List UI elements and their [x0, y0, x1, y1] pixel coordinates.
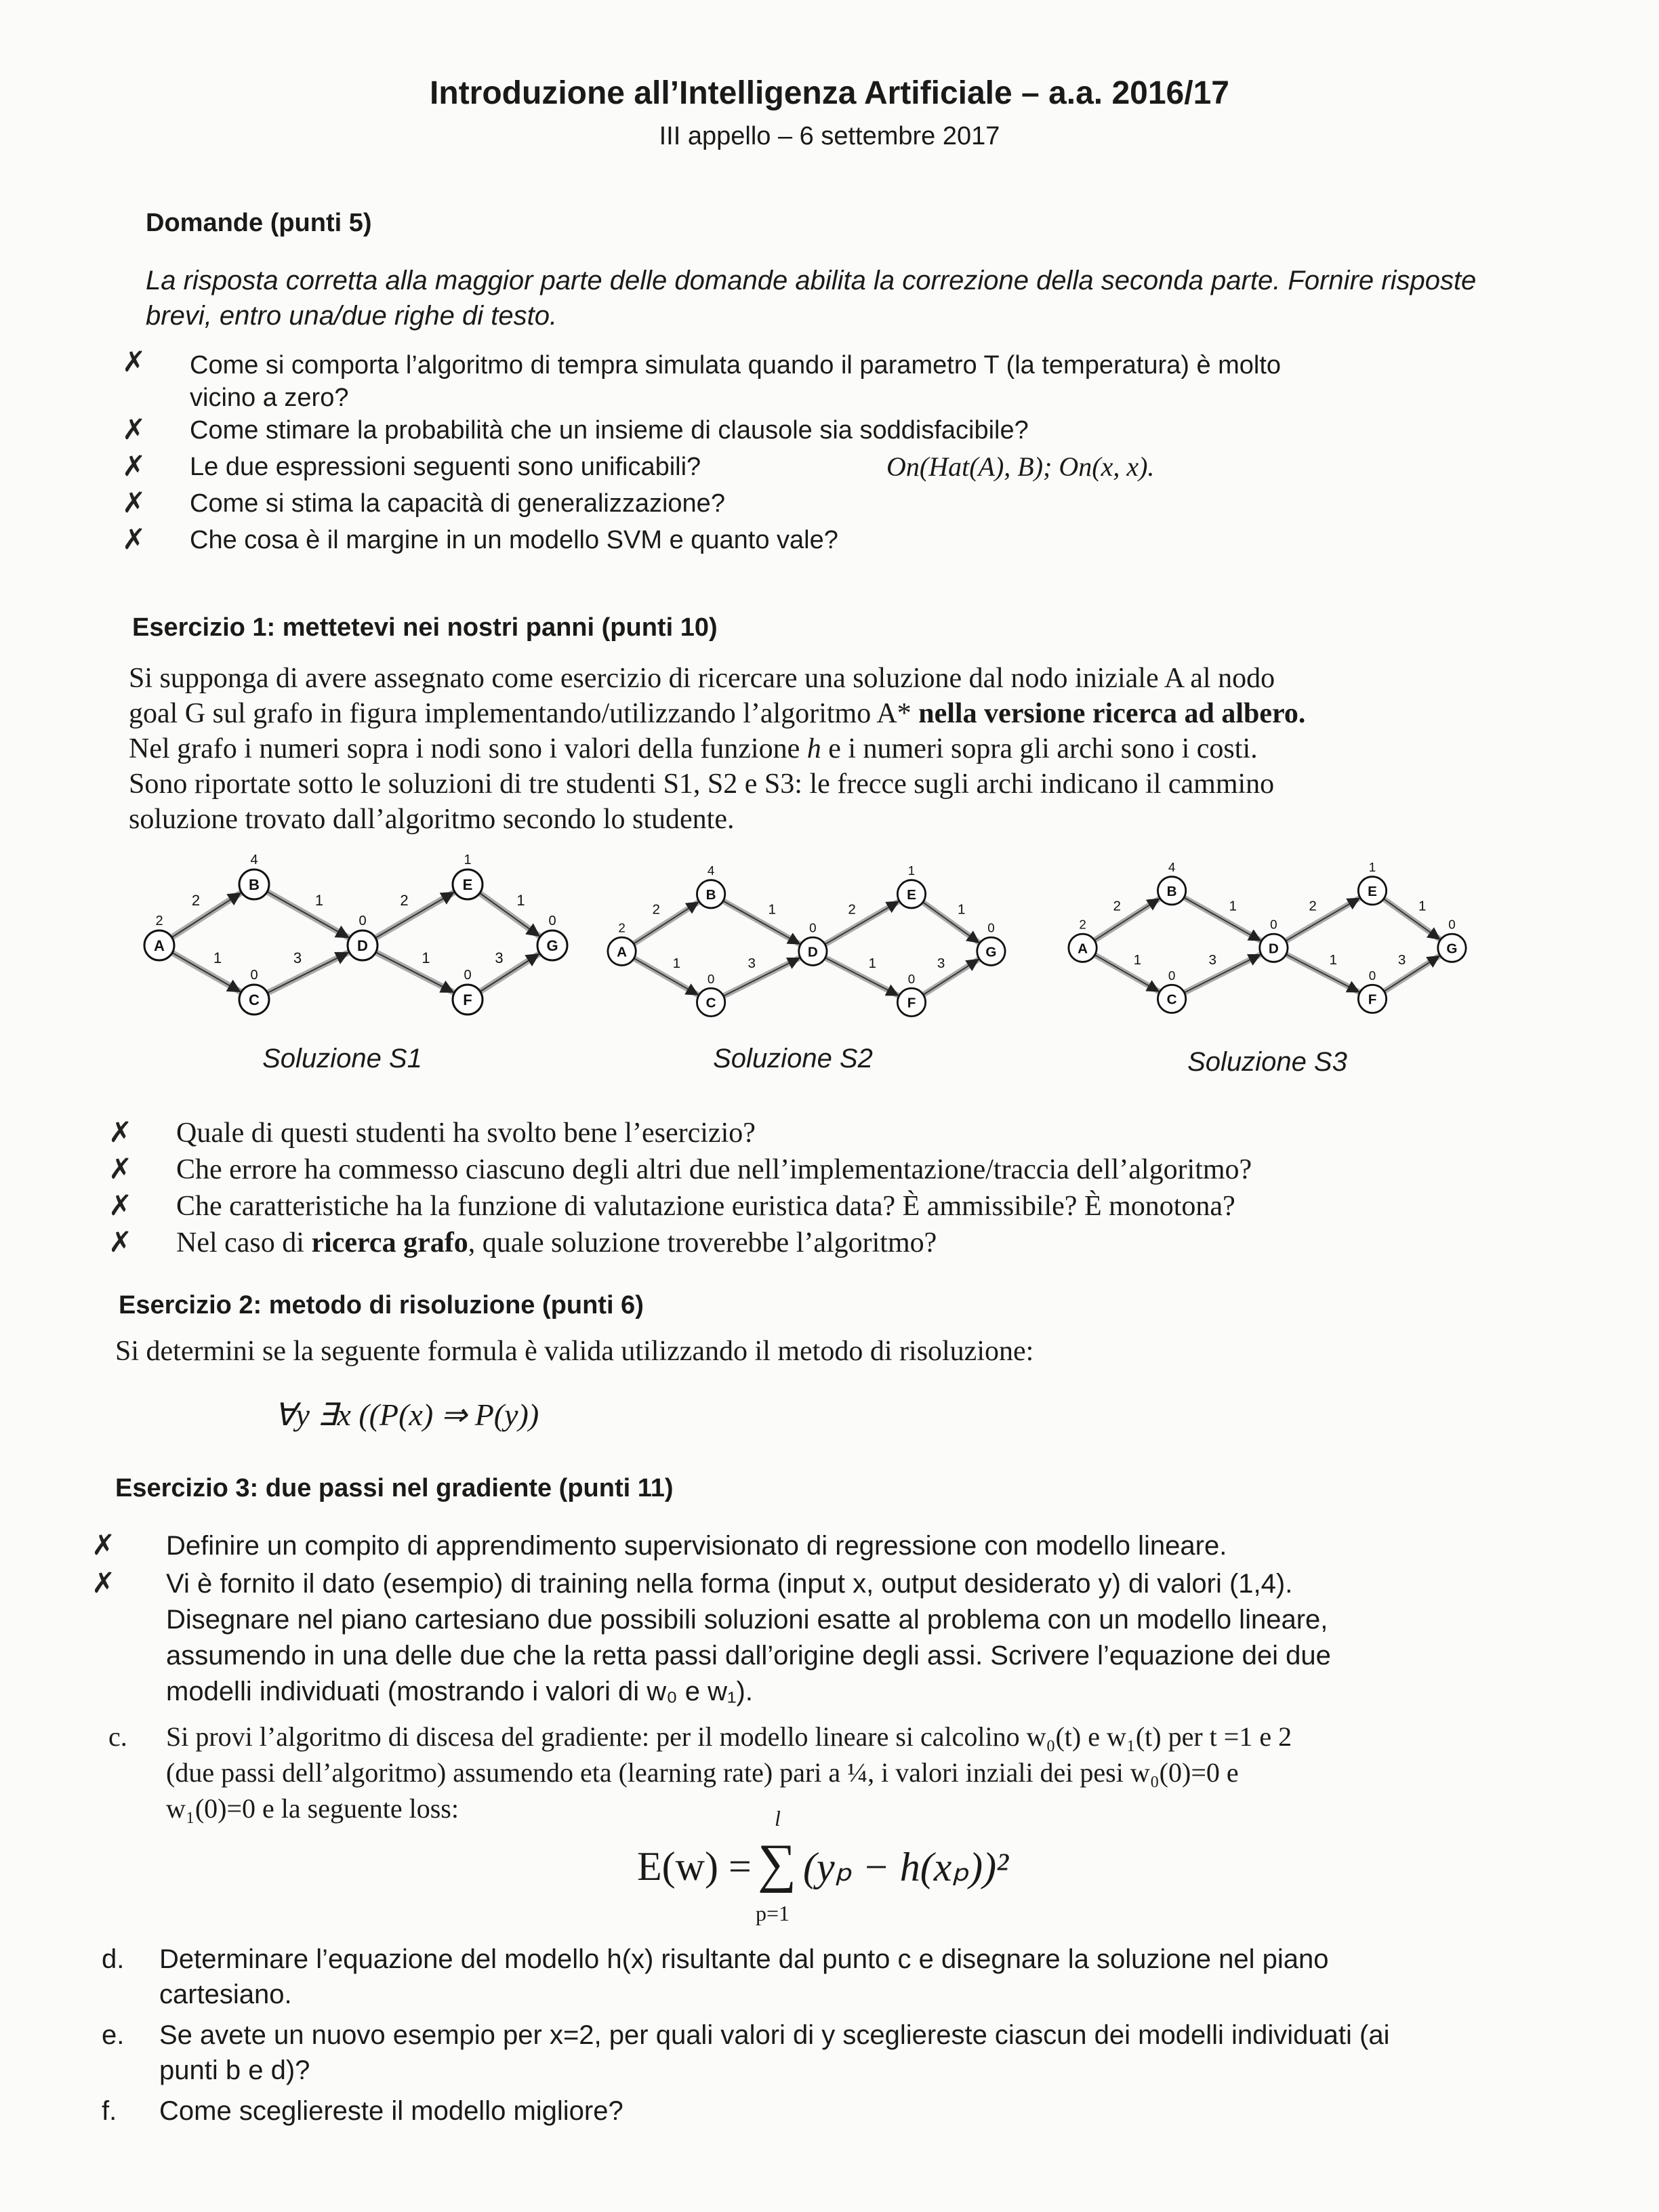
node-label-G: G: [546, 937, 558, 954]
edge-arrow-AB: [172, 894, 240, 937]
loss-lhs: E(w) =: [637, 1844, 752, 1889]
question-4: ✗ Come si stima la capacità di generalizzazione?: [122, 488, 725, 519]
node-label-D: D: [1268, 941, 1279, 957]
edge-arrow-CD: [268, 954, 347, 994]
node-h-A: 2: [1079, 917, 1086, 932]
edge-arrow-DF: [825, 958, 897, 994]
node-label-A: A: [617, 944, 628, 960]
es2-formula: ∀y ∃x ((P(x) ⇒ P(y)): [274, 1397, 539, 1432]
node-label-C: C: [1166, 991, 1177, 1008]
edge-cost-DF: 1: [1329, 952, 1337, 968]
loss-sum: ∑: [758, 1834, 797, 1893]
caption-s2: Soluzione S2: [713, 1044, 873, 1073]
node-label-D: D: [807, 944, 818, 960]
crossed-marker: ✗: [108, 1227, 133, 1258]
node-label-G: G: [1446, 941, 1458, 957]
edge-cost-AB: 2: [1113, 898, 1122, 914]
edge-arrow-AB: [634, 903, 697, 943]
loss-rhs: (yₚ − h(xₚ))²: [803, 1845, 1009, 1889]
node-h-B: 4: [1168, 860, 1176, 875]
node-label-E: E: [1368, 883, 1377, 899]
es3-item-f: f. Come scegliereste il modello migliore?: [102, 2096, 623, 2126]
edge-arrow-FG: [480, 955, 538, 991]
edge-arrow-EG: [480, 893, 538, 935]
edge-cost-DE: 2: [400, 892, 409, 909]
edge-cost-DE: 2: [1309, 898, 1317, 914]
page-title: Introduzione all’Intelligenza Artificiale – a.a. 2016/17: [430, 75, 1229, 111]
crossed-marker: ✗: [108, 1191, 133, 1222]
graph-solution-s1: [132, 844, 579, 1020]
node-h-F: 0: [907, 971, 916, 986]
edge-cost-CD: 3: [1208, 952, 1216, 968]
node-h-G: 0: [1448, 917, 1456, 932]
node-h-F: 0: [1368, 968, 1376, 983]
edge-arrow-CD: [724, 959, 798, 996]
edge-arrow-BD: [267, 892, 347, 937]
crossed-marker: ✗: [122, 451, 146, 483]
node-h-G: 0: [987, 920, 995, 935]
edge-arrow-EG: [923, 902, 978, 941]
node-label-E: E: [907, 886, 916, 903]
node-h-E: 1: [1368, 860, 1376, 875]
es1-question-a: ✗ Quale di questi studenti ha svolto bene l’esercizio?: [108, 1115, 1565, 1151]
node-h-F: 0: [464, 968, 472, 983]
es3-item-b: ✗ Vi è fornito il dato (esempio) di training nella forma (input x, output desiderato y) di valori (1,4).: [81, 1566, 1572, 1602]
edge-arrow-AC: [634, 958, 697, 994]
es1-questions: [108, 1115, 1565, 1261]
loss-lower: p=1: [756, 1901, 790, 1925]
edge-arrow-DE: [1286, 899, 1358, 941]
node-label-G: G: [985, 944, 997, 960]
node-label-F: F: [907, 995, 916, 1011]
question-2: ✗ Come stimare la probabilità che un insieme di clausole sia soddisfacibile?: [122, 415, 1029, 446]
edge-arrow-DE: [375, 893, 452, 938]
es2-text: Si determini se la seguente formula è valida utilizzando il metodo di risoluzione:: [115, 1336, 1034, 1367]
node-h-B: 4: [707, 863, 715, 878]
node-h-E: 1: [464, 853, 472, 867]
crossed-marker: ✗: [122, 415, 146, 446]
edge-cost-AC: 1: [1133, 952, 1142, 968]
node-label-B: B: [1166, 883, 1177, 899]
node-h-C: 0: [707, 971, 715, 986]
edge-cost-EG: 1: [516, 892, 525, 909]
edge-cost-CD: 3: [747, 956, 756, 972]
edge-arrow-EG: [1384, 899, 1439, 938]
es2-heading: Esercizio 2: metodo di risoluzione (punti 6): [119, 1291, 644, 1319]
question-1: ✗ Come si comporta l’algoritmo di tempra simulata quando il parametro T (la temperatura) è molto: [122, 347, 1282, 380]
node-label-B: B: [249, 876, 260, 893]
edge-arrow-BD: [1184, 897, 1259, 939]
loss-upper: l: [775, 1806, 781, 1830]
edge-arrow-AC: [172, 953, 239, 991]
node-label-C: C: [249, 991, 260, 1008]
es3-item-d: d. Determinare l’equazione del modello h(x) risultante dal punto c e disegnare la soluzione nel piano: [102, 1944, 1329, 1974]
node-h-A: 2: [618, 920, 626, 935]
es3-item-e: e. Se avete un nuovo esempio per x=2, per quali valori di y scegliereste ciascun dei modelli individuati (ai: [102, 2020, 1390, 2050]
es3-heading: Esercizio 3: due passi nel gradiente (punti 11): [115, 1474, 674, 1502]
node-label-C: C: [705, 995, 716, 1011]
domande-list: [122, 349, 1545, 560]
edge-cost-AC: 1: [672, 956, 681, 972]
edge-cost-AB: 2: [191, 892, 201, 909]
node-h-B: 4: [250, 853, 258, 867]
node-label-D: D: [357, 937, 368, 954]
edge-cost-AB: 2: [652, 901, 661, 918]
node-h-C: 0: [250, 968, 258, 983]
crossed-marker: ✗: [122, 347, 146, 378]
es1-question-c: ✗ Che caratteristiche ha la funzione di valutazione euristica data? È ammissibile? È monotona?: [108, 1188, 1565, 1225]
es3-items: ✗ Definire un compito di apprendimento supervisionato di regressione con modello lineare. ✗ Vi è fornito il dato (esempio) di training nella forma (input x, output desiderato y) di valori (1,4). Disegnare nel piano cartesiano due possibili soluzioni esatte al problema con un modello lineare, assumendo in una delle due che la retta passi dall’origine degli assi. Scrivere l’equazione dei due modelli individuati (mostrando i valori di w₀ e w₁). c. Si provi l’algoritmo di discesa del gradiente: per il modello lineare si calcolino w₀(t) e w₁(t) per t =1 e 2 (due passi dell’algoritmo) assumendo eta (learning rate) pari a ¼, i valori inziali dei pesi w₀(0)=0 e w₁(0)=0 e la seguente loss:: [81, 1528, 1572, 1826]
edge-arrow-AB: [1094, 899, 1158, 940]
edge-cost-BD: 1: [314, 892, 324, 909]
page-subtitle: III appello – 6 settembre 2017: [659, 122, 1000, 150]
edge-cost-FG: 3: [495, 949, 504, 966]
es3-items-2: d. Determinare l’equazione del modello h(x) risultante dal punto c e disegnare la soluzione nel piano cartesiano. e. Se avete un nuovo esempio per x=2, per quali valori di y scegliereste ciascun dei modelli individuati (ai punti b e d)? f. Come scegliereste il modello migliore?: [102, 1942, 1593, 2129]
graph-solution-s3: [1057, 851, 1477, 1020]
domande-intro: La risposta corretta alla maggior parte delle domande abilita la correzione della seconda parte. Fornire risposte brevi, entro una/due righe di testo.: [146, 266, 1477, 331]
edge-cost-BD: 1: [1229, 898, 1237, 914]
node-label-B: B: [705, 886, 716, 903]
edge-arrow-AC: [1095, 955, 1158, 991]
question-3: ✗ Le due espressioni seguenti sono unificabili? On(Hat(A), B); On(x, x).: [122, 451, 1155, 483]
question-5: ✗ Che cosa è il margine in un modello SVM e quanto vale?: [122, 525, 838, 556]
domande-heading: Domande (punti 5): [146, 209, 372, 237]
node-label-F: F: [463, 991, 472, 1008]
edge-cost-AC: 1: [213, 949, 222, 966]
es1-text: Si supponga di avere assegnato come esercizio di ricercare una soluzione dal nodo iniziale A al nodo goal G sul grafo in figura implementando/utilizzando l’algoritmo A* nella versione ricerca ad albero. Nel grafo i numeri sopra i nodi sono i valori della funzione h e i numeri sopra gli archi sono i costi. Sono riportate sotto le soluzioni di tre studenti S1, S2 e S3: le frecce sugli archi indicano il cammino soluzione trovato dall’algoritmo secondo lo studente.: [129, 663, 1306, 835]
edge-arrow-DF: [376, 952, 452, 991]
node-label-A: A: [154, 937, 165, 954]
question-1-cont: vicino a zero?: [190, 384, 349, 412]
crossed-marker: ✗: [122, 488, 146, 519]
es3-item-c: c. Si provi l’algoritmo di discesa del gradiente: per il modello lineare si calcolino w₀(t) e w₁(t) per t =1 e 2: [108, 1721, 1292, 1752]
edge-cost-EG: 1: [957, 901, 966, 918]
edge-arrow-CD: [1185, 956, 1259, 993]
es1-heading: Esercizio 1: mettetevi nei nostri panni (punti 10): [132, 613, 718, 642]
edge-cost-FG: 3: [937, 956, 945, 972]
crossed-marker: ✗: [108, 1118, 133, 1149]
edge-cost-BD: 1: [768, 901, 777, 918]
caption-s1: Soluzione S1: [262, 1044, 422, 1073]
es3-item-a: ✗ Definire un compito di apprendimento supervisionato di regressione con modello lineare.: [81, 1528, 1572, 1566]
edge-arrow-FG: [1384, 957, 1437, 991]
crossed-marker: ✗: [122, 525, 146, 556]
crossed-marker: ✗: [108, 1154, 133, 1185]
edge-cost-DE: 2: [848, 901, 856, 918]
graph-solution-s2: [596, 854, 1017, 1023]
edge-cost-EG: 1: [1418, 898, 1427, 914]
crossed-marker: ✗: [91, 1568, 116, 1599]
es1-question-d: ✗ Nel caso di ricerca grafo, quale soluzione troverebbe l’algoritmo?: [108, 1225, 1565, 1261]
node-h-D: 0: [1270, 917, 1277, 932]
edge-cost-DF: 1: [422, 949, 430, 966]
edge-cost-FG: 3: [1397, 952, 1406, 968]
node-h-C: 0: [1168, 968, 1176, 983]
es1-question-b: ✗ Che errore ha commesso ciascuno degli altri due nell’implementazione/traccia dell’algoritmo?: [108, 1151, 1565, 1188]
node-h-D: 0: [809, 920, 817, 935]
node-h-E: 1: [907, 863, 916, 878]
node-label-E: E: [462, 876, 473, 893]
node-label-F: F: [1368, 991, 1377, 1008]
node-h-D: 0: [359, 914, 367, 928]
node-h-A: 2: [155, 914, 163, 928]
edge-cost-CD: 3: [293, 949, 302, 966]
edge-arrow-FG: [923, 960, 977, 995]
node-h-G: 0: [548, 914, 556, 928]
edge-arrow-DE: [825, 903, 897, 945]
caption-s3: Soluzione S3: [1187, 1047, 1347, 1077]
edge-cost-DF: 1: [868, 956, 876, 972]
node-label-A: A: [1078, 941, 1088, 957]
crossed-marker: ✗: [91, 1530, 116, 1561]
edge-arrow-BD: [723, 901, 798, 943]
edge-arrow-DF: [1286, 954, 1358, 991]
